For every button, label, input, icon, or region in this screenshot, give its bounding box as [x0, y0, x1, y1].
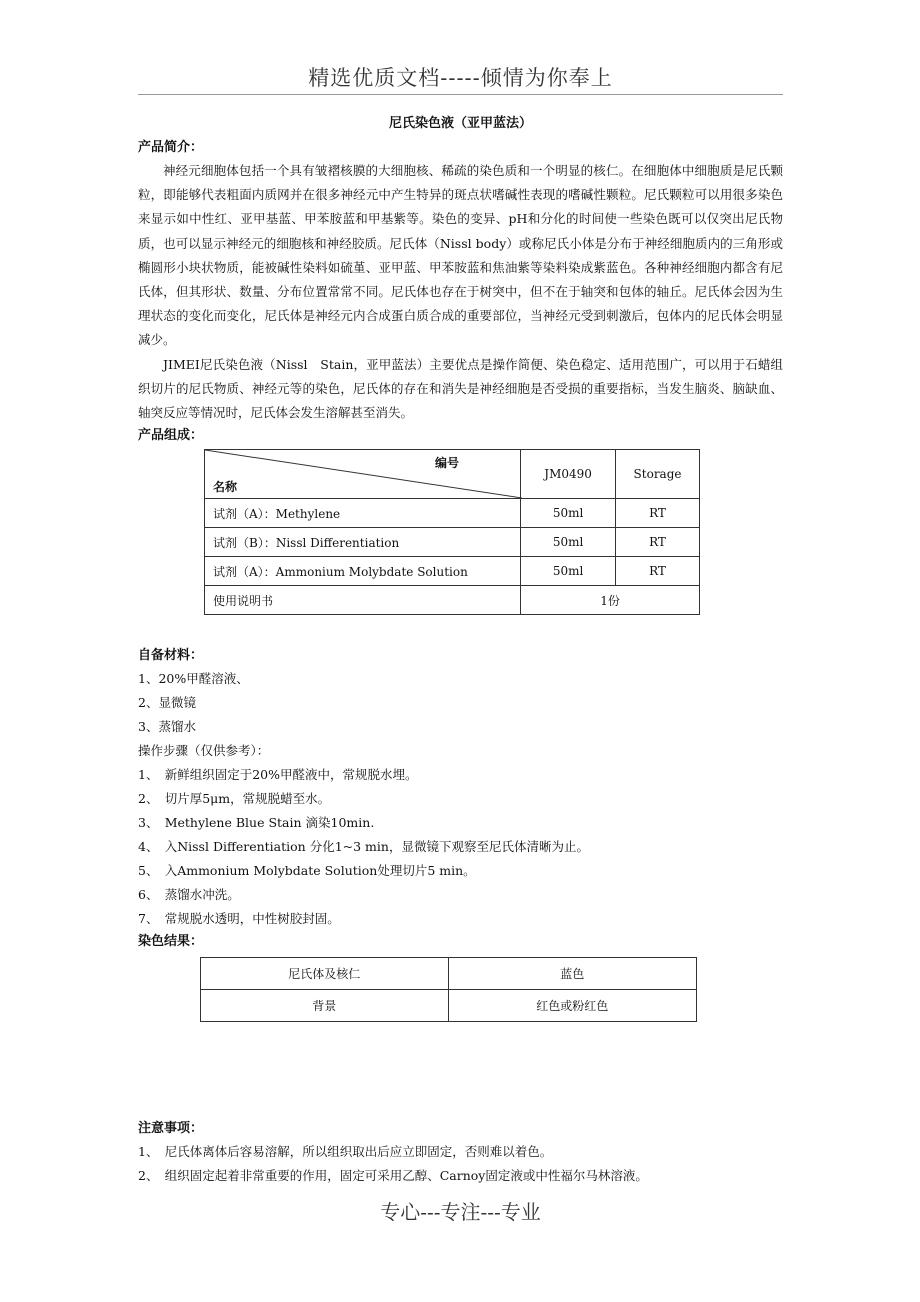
list-item: 1、 尼氏体离体后容易溶解，所以组织取出后应立即固定，否则难以着色。	[138, 1144, 553, 1160]
reagent-amount: 50ml	[521, 557, 616, 586]
list-item: 1、20%甲醛溶液、	[138, 671, 249, 687]
table-row	[205, 557, 700, 586]
manual-name: 使用说明书	[205, 586, 521, 615]
list-item: 2、显微镜	[138, 695, 196, 711]
list-item: 3、 Methylene Blue Stain 滴染10min.	[138, 815, 375, 831]
intro-paragraph-1: 神经元细胞体包括一个具有皱褶核膜的大细胞核、稀疏的染色质和一个明显的核仁。在细胞体中细胞质是尼氏颗粒，即能够代表粗面内质网并在很多神经元中产生特异的斑点状嗜碱性表现的嗜碱性颗粒。尼氏颗粒可以用很多染色来显示如中性红、亚甲基蓝、甲苯胺蓝和甲基紫等。染色的变异、pH和分化的时间使一些染色既可以仅突出尼氏物质，也可以显示神经元的细胞核和神经胶质。尼氏体（Nissl body）或称尼氏小体是分布于神经细胞质内的三角形或椭圆形小块状物质，能被碱性染料如硫堇、亚甲蓝、甲苯胺蓝和焦油紫等染料染成紫蓝色。各种神经细胞内都含有尼氏体，但其形状、数量、分布位置常常不同。尼氏体也存在于树突中，但不在于轴突和包体的轴丘。尼氏体会因为生理状态的变化而变化，尼氏体是神经元内合成蛋白质合成的重要部位，当神经元受到刺激后，包体内的尼氏体会明显减少。	[138, 163, 783, 348]
procedure-heading: 操作步骤（仅供参考）：	[138, 743, 270, 759]
page-header: 精选优质文档-----倾情为你奉上	[308, 66, 613, 90]
table-row	[205, 528, 700, 557]
reagent-storage: RT	[616, 499, 700, 528]
table-row	[205, 586, 700, 615]
diagonal-header-cell	[205, 450, 521, 499]
header-product-code: JM0490	[521, 450, 616, 499]
page-footer: 专心---专注---专业	[380, 1200, 541, 1224]
reagent-name: 试剂（A）：Ammonium Molybdate Solution	[205, 557, 521, 586]
reagent-name: 试剂（B）：Nissl Differentiation	[205, 528, 521, 557]
list-item: 1、 新鲜组织固定于20%甲醛液中，常规脱水埋。	[138, 767, 418, 783]
list-item: 6、 蒸馏水冲洗。	[138, 887, 240, 903]
results-heading: 染色结果：	[138, 934, 204, 950]
reagent-amount: 50ml	[521, 499, 616, 528]
diagonal-line	[205, 450, 522, 498]
manual-amount: 1份	[521, 586, 700, 615]
composition-heading: 产品组成：	[138, 428, 204, 444]
list-item: 4、 入Nissl Differentiation 分化1~3 min，显微镜下观察至尼氏体清晰为止。	[138, 839, 589, 855]
table-row	[201, 990, 697, 1022]
list-item: 7、 常规脱水透明，中性树胶封固。	[138, 911, 340, 927]
header-code-label: 编号	[435, 456, 460, 471]
materials-heading: 自备材料：	[138, 648, 204, 664]
list-item: 5、 入Ammonium Molybdate Solution处理切片5 min。	[138, 863, 476, 879]
document-body	[138, 112, 783, 1188]
header-name-label: 名称	[213, 480, 238, 495]
list-item: 2、 切片厚5μm，常规脱蜡至水。	[138, 791, 331, 807]
intro-paragraph-2: JIMEI尼氏染色液（Nissl Stain，亚甲蓝法）主要优点是操作简便、染色稳定、适用范围广，可以用于石蜡组织切片的尼氏物质、神经元等的染色，尼氏体的存在和消失是神经细胞是否受损的重要指标，当发生脑炎、脑缺血、轴突反应等情况时，尼氏体会发生溶解甚至消失。	[138, 356, 783, 421]
reagent-amount: 50ml	[521, 528, 616, 557]
results-table	[200, 957, 697, 1022]
result-color: 红色或粉红色	[448, 990, 697, 1022]
reagent-name: 试剂（A）：Methylene	[205, 499, 521, 528]
list-item: 3、蒸馏水	[138, 719, 196, 735]
composition-table	[204, 449, 700, 615]
table-row	[201, 958, 697, 990]
header-storage: Storage	[616, 450, 700, 499]
result-color: 蓝色	[448, 958, 697, 990]
reagent-storage: RT	[616, 557, 700, 586]
intro-heading: 产品简介：	[138, 140, 204, 155]
table-row	[205, 499, 700, 528]
header-divider	[138, 94, 783, 95]
result-item: 尼氏体及核仁	[201, 958, 449, 990]
document-title: 尼氏染色液（亚甲蓝法）	[388, 116, 532, 131]
reagent-storage: RT	[616, 528, 700, 557]
notes-heading: 注意事项：	[138, 1121, 204, 1137]
table-header-row	[205, 450, 700, 499]
result-item: 背景	[201, 990, 449, 1022]
list-item: 2、 组织固定起着非常重要的作用，固定可采用乙醇、Carnoy固定液或中性福尔马林溶液。	[138, 1168, 648, 1184]
